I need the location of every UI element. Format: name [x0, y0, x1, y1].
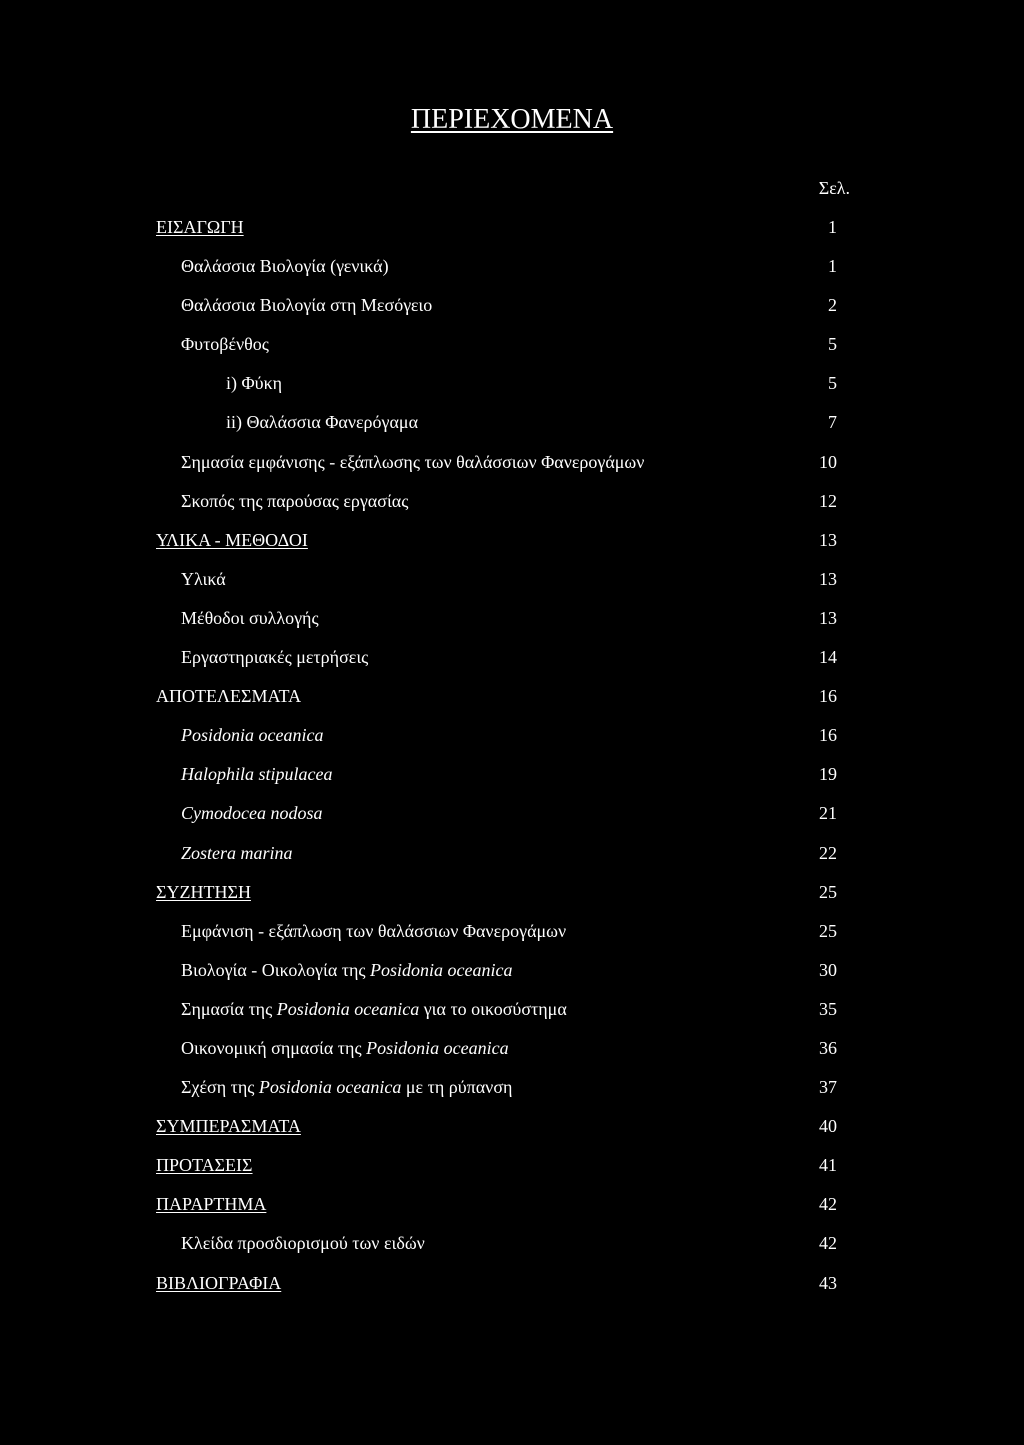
toc-entry — [0, 371, 1024, 410]
toc-entry-page-number: 43 — [819, 1272, 837, 1293]
toc-entry-label-part: για το οικοσύστημα — [419, 998, 567, 1019]
toc-entry — [0, 450, 1024, 489]
toc-entry-label-part: Σκοπός της παρούσας εργασίας — [181, 490, 409, 511]
toc-entry-label-part: Θαλάσσια Βιολογία στη Μεσόγειο — [181, 295, 433, 316]
toc-entry-page-number: 35 — [819, 998, 837, 1019]
toc-entry-page-number: 13 — [819, 607, 837, 628]
toc-entry — [0, 293, 1024, 332]
toc-entry-label — [156, 1271, 281, 1295]
toc-entry — [0, 567, 1024, 606]
toc-entry-page-number: 25 — [819, 881, 837, 902]
toc-entry-label-part: ΕΙΣΑΓΩΓΗ — [156, 217, 244, 237]
toc-entry-label — [181, 645, 368, 669]
toc-entry-page-number: 22 — [819, 842, 837, 863]
toc-section-entry — [0, 880, 1024, 919]
toc-entry-label — [181, 332, 269, 356]
toc-entry-label-part: Οικονομική σημασία της — [181, 1037, 367, 1058]
toc-entry-page-number: 10 — [819, 451, 837, 472]
toc-entry-page-number: 37 — [819, 1077, 837, 1098]
toc-entry-label-part: Εργαστηριακές μετρήσεις — [181, 647, 369, 668]
toc-entry-label-italic-part: Posidonia oceanica — [366, 1037, 509, 1058]
toc-entry-label-italic-part: Posidonia oceanica — [181, 725, 324, 746]
toc-entry-page-number: 12 — [819, 490, 837, 511]
toc-entry-page-number: 1 — [828, 256, 837, 277]
toc-entry — [0, 958, 1024, 997]
toc-entry-label-part: i) Φύκη — [226, 373, 283, 394]
toc-entry-label-italic-part: Posidonia oceanica — [370, 959, 513, 980]
toc-entry-label — [181, 450, 644, 474]
toc-entry-page-number: 40 — [819, 1116, 837, 1137]
toc-entry-label-italic-part: Cymodocea nodosa — [181, 803, 323, 824]
toc-entry-label-part: ΣΥΖΗΤΗΣΗ — [156, 881, 251, 902]
toc-entry-label-part: Εμφάνιση - εξάπλωση των θαλάσσιων Φανερογάμων — [181, 920, 567, 941]
toc-entry-label — [156, 1192, 266, 1216]
toc-entry — [0, 489, 1024, 528]
toc-section-entry — [0, 1153, 1024, 1192]
toc-entry-label — [181, 489, 408, 513]
toc-entry-label — [181, 254, 389, 278]
toc-entry-label — [156, 528, 308, 552]
toc-entry — [0, 606, 1024, 645]
toc-entry-page-number: 42 — [819, 1194, 837, 1215]
toc-section-entry — [0, 1114, 1024, 1153]
toc-entry — [0, 841, 1024, 880]
toc-entry-page-number: 16 — [819, 686, 837, 707]
toc-entry-label-italic-part: Zostera marina — [181, 842, 293, 863]
toc-entry-label — [181, 606, 319, 630]
toc-entry-label — [181, 293, 432, 317]
toc-entry-label-part: Μέθοδοι συλλογής — [181, 607, 319, 628]
page-title: ΠΕΡΙΕΧΟΜΕΝΑ — [410, 104, 614, 135]
toc-entry-label-part: ΠΑΡΑΡΤΗΜΑ — [156, 1194, 267, 1215]
toc-section-entry — [0, 684, 1024, 723]
toc-entry-label — [156, 684, 301, 708]
toc-entry — [0, 1231, 1024, 1270]
toc-entry-label — [181, 1231, 425, 1255]
toc-entry-label — [156, 880, 251, 904]
toc-section-entry — [0, 1271, 1024, 1310]
toc-entry-label-part: Φυτοβένθος — [181, 334, 269, 355]
toc-entry-page-number: 2 — [828, 295, 837, 316]
toc-entry — [0, 723, 1024, 762]
toc-entry-label — [226, 410, 418, 434]
toc-entry-label-part: ΒΙΒΛΙΟΓΡΑΦΙΑ — [156, 1272, 282, 1293]
toc-entry-page-number: 42 — [819, 1233, 837, 1254]
toc-entry-label-italic-part: Posidonia oceanica — [258, 1077, 402, 1098]
toc-entry-label-part: ii) Θαλάσσια Φανερόγαμα — [226, 412, 418, 433]
toc-entry-page-number: 30 — [819, 959, 837, 980]
toc-entry-page-number: 1 — [828, 217, 837, 237]
toc-entry-label — [181, 919, 566, 943]
toc-entry-page-number: 21 — [819, 803, 837, 824]
toc-entry-label-italic-part: Halophila stipulacea — [181, 764, 333, 785]
toc-entry-label — [181, 841, 293, 865]
toc-entry-label-part: Θαλάσσια Βιολογία (γενικά) — [181, 256, 389, 277]
toc-section-entry — [0, 528, 1024, 567]
toc-entry-label-part: ΥΛΙΚΑ - ΜΕΘΟΔΟΙ — [156, 529, 308, 550]
toc-entry-label-part: ΠΡΟΤΑΣΕΙΣ — [156, 1155, 253, 1176]
toc-entry-label-part: ΣΥΜΠΕΡΑΣΜΑΤΑ — [156, 1116, 301, 1137]
toc-entry-label — [181, 567, 226, 591]
toc-entry-label — [156, 1114, 301, 1138]
toc-entry — [0, 801, 1024, 840]
toc-entry-page-number: 5 — [828, 373, 837, 394]
toc-entry — [0, 997, 1024, 1036]
table-of-contents — [0, 215, 1024, 1310]
toc-entry — [0, 645, 1024, 684]
toc-entry-page-number: 16 — [819, 725, 837, 746]
toc-entry-label — [181, 958, 513, 982]
toc-entry-label-part: Σχέση της — [181, 1077, 259, 1098]
toc-entry-label-part: Σημασία εμφάνισης - εξάπλωσης των θαλάσσιων Φανερογάμων — [181, 451, 645, 472]
toc-entry — [0, 762, 1024, 801]
toc-entry-page-number: 19 — [819, 764, 837, 785]
toc-entry-page-number: 36 — [819, 1037, 837, 1058]
toc-entry-label — [181, 1075, 512, 1099]
toc-section-entry — [0, 215, 1024, 254]
toc-entry-label-part: Κλείδα προσδιορισμού των ειδών — [181, 1233, 425, 1254]
toc-entry-label — [226, 371, 282, 395]
toc-entry-label-part: με τη ρύπανση — [401, 1077, 513, 1098]
toc-entry-label — [181, 801, 322, 825]
toc-entry — [0, 410, 1024, 449]
toc-entry-page-number: 25 — [819, 920, 837, 941]
toc-entry-page-number: 7 — [828, 412, 837, 433]
page-column-label: Σελ. — [818, 178, 850, 198]
toc-entry-page-number: 13 — [819, 529, 837, 550]
toc-entry-label — [181, 997, 567, 1021]
toc-entry-label — [156, 215, 244, 239]
toc-entry — [0, 332, 1024, 371]
toc-entry-label-part: Υλικά — [181, 568, 226, 589]
toc-entry-label — [181, 723, 323, 747]
toc-entry-page-number: 41 — [819, 1155, 837, 1176]
toc-entry-label-part: ΑΠΟΤΕΛΕΣΜΑΤΑ — [156, 686, 302, 707]
toc-entry — [0, 1036, 1024, 1075]
toc-entry-label — [181, 762, 333, 786]
toc-entry-page-number: 13 — [819, 568, 837, 589]
toc-entry-label-part: Βιολογία - Οικολογία της — [181, 959, 371, 980]
toc-entry-label — [156, 1153, 253, 1177]
toc-entry-label-part: Σημασία της — [181, 998, 277, 1019]
toc-entry-label-italic-part: Posidonia oceanica — [276, 998, 420, 1019]
toc-entry — [0, 919, 1024, 958]
toc-section-entry — [0, 1192, 1024, 1231]
toc-entry — [0, 1075, 1024, 1114]
toc-entry-label — [181, 1036, 509, 1060]
toc-entry-page-number: 14 — [819, 647, 837, 668]
toc-entry — [0, 254, 1024, 293]
toc-entry-page-number: 5 — [828, 334, 837, 355]
